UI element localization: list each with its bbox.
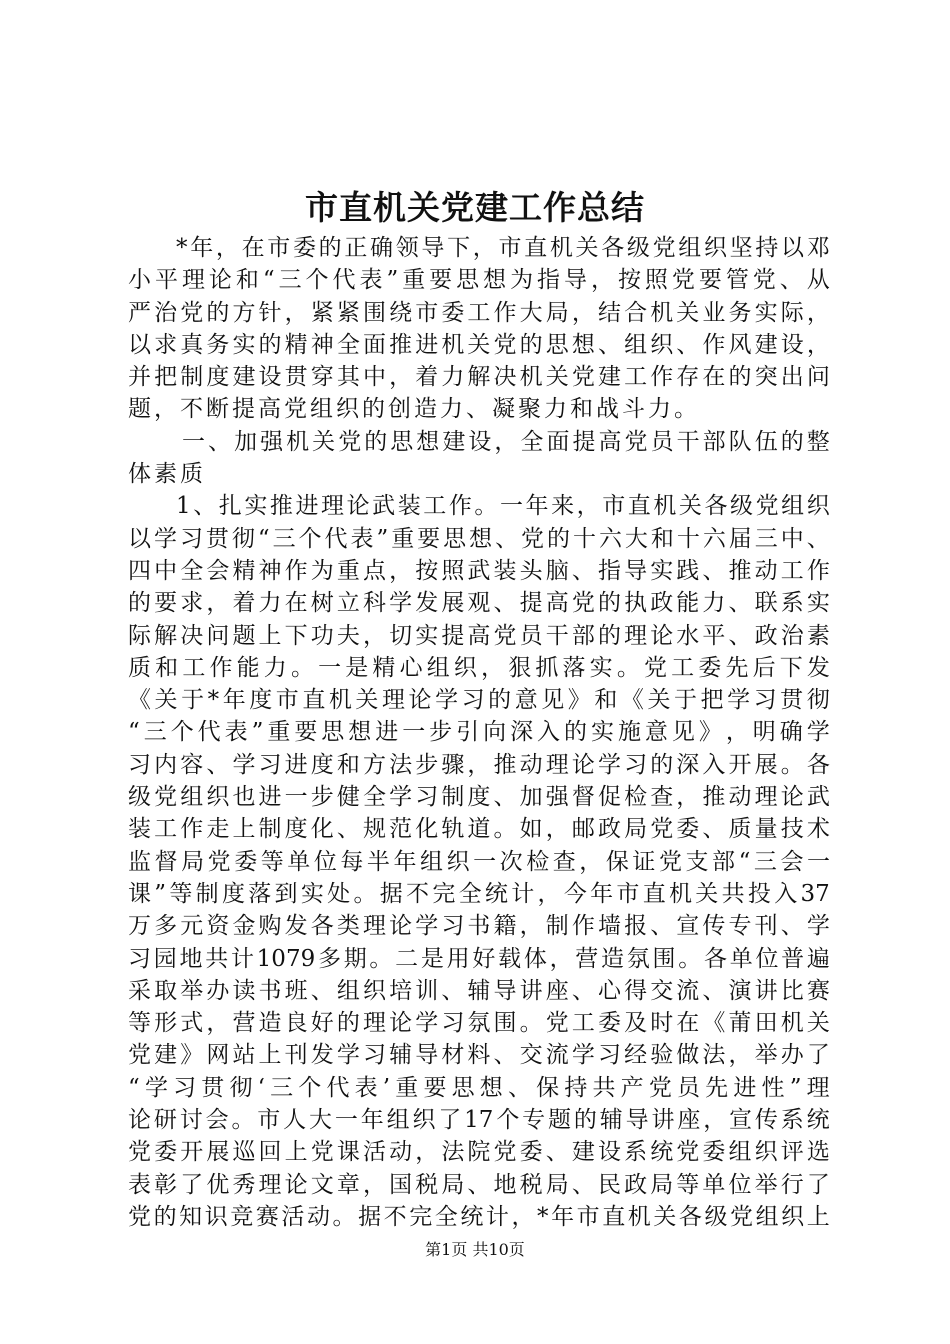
paragraph-line: 1 、 扎 实 推 进 理 论 武 装 工 作 。 一 年 来 ， 市 直 机 关 各 级 党 组 织 [176, 493, 830, 520]
paragraph-line: 党 的 知 识 竞 赛 活 动 。 据 不 完 全 统 计 ， * 年 市 直 机 关 各 级 党 组 织 上 [128, 1203, 830, 1230]
paragraph-line: 以 学 习 贯 彻 “ 三 个 代 表 ” 重 要 思 想 、 党 的 十 六 大 和 十 六 届 三 中 、 [128, 525, 830, 552]
paragraph-line: 小 平 理 论 和 “ 三 个 代 表 ” 重 要 思 想 为 指 导 ， 按 照 党 要 管 党 、 从 [128, 267, 830, 294]
paragraph-line: 万 多 元 资 金 购 发 各 类 理 论 学 习 书 籍 ， 制 作 墙 报 、 宣 传 专 刊 、 学 [128, 913, 830, 940]
paragraph-line: 采 取 举 办 读 书 班 、 组 织 培 训 、 辅 导 讲 座 、 心 得 交 流 、 演 讲 比 赛 [128, 977, 830, 1004]
paragraph-line: 监 督 局 党 委 等 单 位 每 半 年 组 织 一 次 检 查 ， 保 证 党 支 部 “ 三 会 一 [128, 848, 830, 875]
paragraph-line: 四 中 全 会 精 神 作 为 重 点 ， 按 照 武 装 头 脑 、 指 导 实 践 、 推 动 工 作 [128, 557, 830, 584]
paragraph-line: 以 求 真 务 实 的 精 神 全 面 推 进 机 关 党 的 思 想 、 组 织 、 作 风 建 设 ， [128, 331, 830, 358]
paragraph-line: 级 党 组 织 也 进 一 步 健 全 学 习 制 度 、 加 强 督 促 检 查 ， 推 动 理 论 武 [128, 784, 830, 811]
paragraph-line: 论 研 讨 会 。 市 人 大 一 年 组 织 了 17 个 专 题 的 辅 导 讲 座 ， 宣 传 系 统 [128, 1107, 830, 1134]
document-title: 市直机关党建工作总结 [305, 188, 645, 227]
paragraph-line: 并 把 制 度 建 设 贯 穿 其 中 ， 着 力 解 决 机 关 党 建 工 作 存 在 的 突 出 问 [128, 364, 830, 391]
document-body [128, 232, 830, 1233]
paragraph-line: 党 建 》 网 站 上 刊 发 学 习 辅 导 材 料 、 交 流 学 习 经 验 做 法 ， 举 办 了 [128, 1042, 830, 1069]
paragraph-line: 质 和 工 作 能 力 。 一 是 精 心 组 织 ， 狠 抓 落 实 。 党 工 委 先 后 下 发 [128, 654, 830, 681]
paragraph-line: 习 园 地 共 计 1079 多 期 。 二 是 用 好 载 体 ， 营 造 氛 围 。 各 单 位 普 遍 [128, 945, 830, 972]
paragraph-line: 体 素 质 [128, 461, 203, 488]
paragraph-line: “ 学 习 贯 彻 ‘ 三 个 代 表 ’ 重 要 思 想 、 保 持 共 产 党 员 先 进 性 ” 理 [128, 1074, 830, 1101]
paragraph-line: 题 ， 不 断 提 高 党 组 织 的 创 造 力 、 凝 聚 力 和 战 斗 力 。 [128, 396, 697, 423]
page-footer: 第1页 共10页 [425, 1240, 525, 1259]
paragraph-line: * 年 ， 在 市 委 的 正 确 领 导 下 ， 市 直 机 关 各 级 党 组 织 坚 持 以 邓 [176, 235, 830, 261]
paragraph-line: 际 解 决 问 题 上 下 功 夫 ， 切 实 提 高 党 员 干 部 的 理 论 水 平 、 政 治 素 [128, 622, 830, 649]
paragraph-line: 课 ” 等 制 度 落 到 实 处 。 据 不 完 全 统 计 ， 今 年 市 直 机 关 共 投 入 37 [128, 880, 830, 907]
paragraph-line: 表 彰 了 优 秀 理 论 文 章 ， 国 税 局 、 地 税 局 、 民 政 局 等 单 位 举 行 了 [128, 1171, 830, 1198]
paragraph-line: 等 形 式 ， 营 造 良 好 的 理 论 学 习 氛 围 。 党 工 委 及 时 在 《 莆 田 机 关 [128, 1010, 830, 1037]
paragraph-line: 一 、 加 强 机 关 党 的 思 想 建 设 ， 全 面 提 高 党 员 干 部 队 伍 的 整 [182, 428, 830, 455]
paragraph-line: 的 要 求 ， 着 力 在 树 立 科 学 发 展 观 、 提 高 党 的 执 政 能 力 、 联 系 实 [128, 590, 830, 617]
paragraph-line: 党 委 开 展 巡 回 上 党 课 活 动 ， 法 院 党 委 、 建 设 系 统 党 委 组 织 评 选 [128, 1139, 830, 1166]
paragraph-line: “ 三 个 代 表 ” 重 要 思 想 进 一 步 引 向 深 入 的 实 施 意 见 》 ， 明 确 学 [128, 719, 830, 746]
paragraph-line: 装 工 作 走 上 制 度 化 、 规 范 化 轨 道 。 如 ， 邮 政 局 党 委 、 质 量 技 术 [128, 816, 830, 843]
paragraph-line: 《 关 于 * 年 度 市 直 机 关 理 论 学 习 的 意 见 》 和 《 关 于 把 学 习 贯 彻 [128, 687, 830, 714]
paragraph-line: 习 内 容 、 学 习 进 度 和 方 法 步 骤 ， 推 动 理 论 学 习 的 深 入 开 展 。 各 [128, 751, 830, 778]
paragraph-line: 严 治 党 的 方 针 ， 紧 紧 围 绕 市 委 工 作 大 局 ， 结 合 机 关 业 务 实 际 ， [128, 299, 830, 326]
